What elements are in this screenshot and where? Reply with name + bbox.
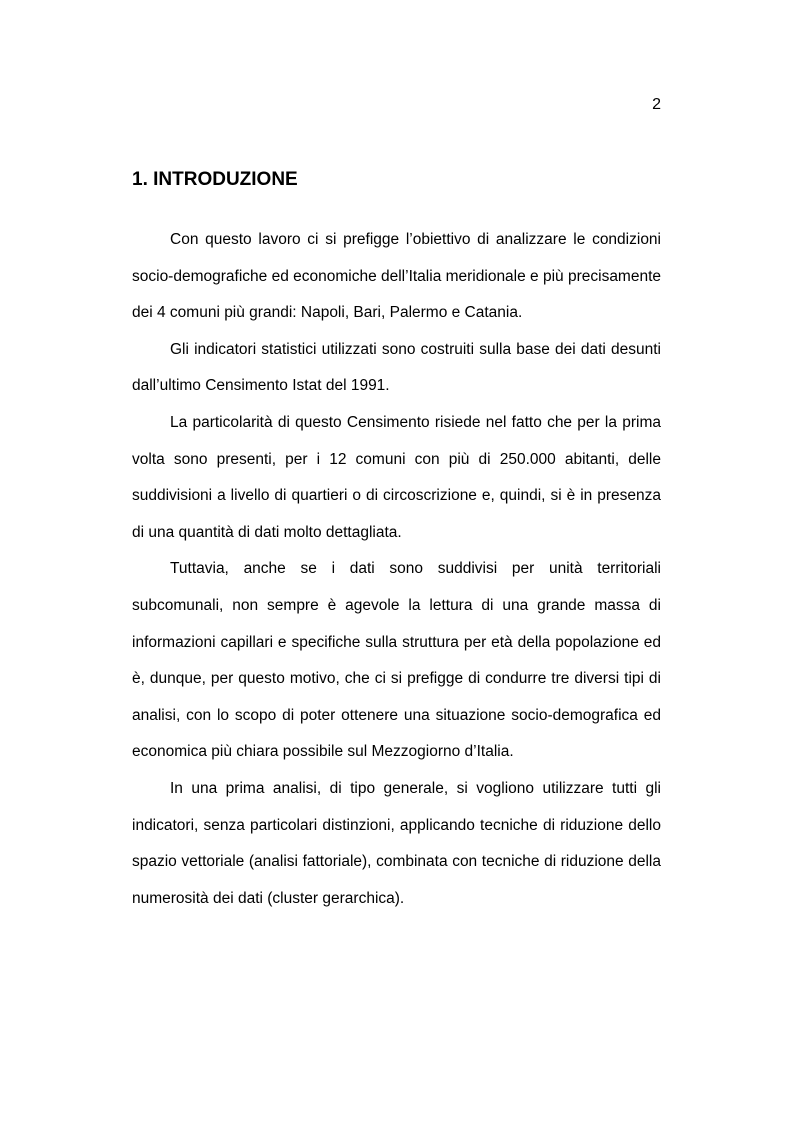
section-heading: 1. INTRODUZIONE [132,169,298,190]
paragraph: La particolarità di questo Censimento risiede nel fatto che per la prima volta sono presenti, per i 12 comuni con più di 250.000 abitanti, delle suddivisioni a livello di quartieri o di circoscrizione e, quindi, si è in presenza di una quantità di dati molto dettagliata. [132,413,661,541]
paragraph: Con questo lavoro ci si prefigge l’obiettivo di analizzare le condizioni socio-demografiche ed economiche dell’Italia meridionale e più precisamente dei 4 comuni più grandi: Napoli, Bari, Palermo e Catania. [132,231,662,322]
page-number: 2 [652,96,661,113]
paragraph: In una prima analisi, di tipo generale, si vogliono utilizzare tutti gli indicatori, senza particolari distinzioni, applicando tecniche di riduzione dello spazio vettoriale (analisi fattoriale), combinata con tecniche di riduzione della numerosità dei dati (cluster gerarchica). [132,779,661,907]
paragraph: Tuttavia, anche se i dati sono suddivisi per unità territoriali subcomunali, non sempre è agevole la lettura di una grande massa di informazioni capillari e specifiche sulla struttura per età della popolazione ed è, dunque, per questo motivo, che ci si prefigge di condurre tre diversi tipi di analisi, con lo scopo di poter ottenere una situazione socio-demografica ed economica più chiara possibile sul Mezzogiorno d’Italia. [132,560,661,761]
paragraph: Gli indicatori statistici utilizzati sono costruiti sulla base dei dati desunti dall’ultimo Censimento Istat del 1991. [132,340,661,395]
body-text [132,222,661,917]
